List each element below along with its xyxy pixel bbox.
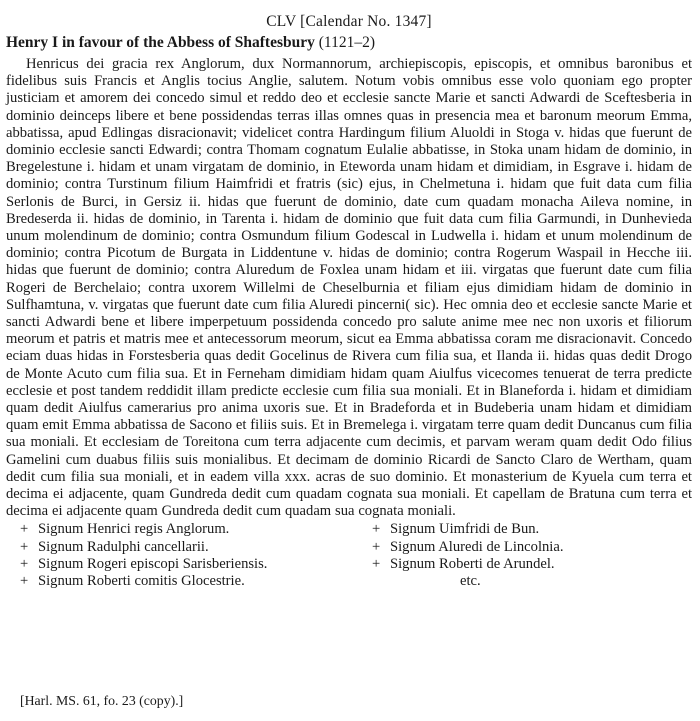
signatory: + Signum Uimfridi de Bun. (372, 521, 540, 538)
signatory: + Signum Roberti comitis Glocestrie. (20, 573, 245, 590)
signatories (6, 521, 692, 607)
cross-icon: + (20, 538, 29, 555)
charter-title: Henry I in favour of the Abbess of Shaftesbury (6, 34, 315, 51)
cross-icon: + (20, 521, 29, 538)
signatories-left (20, 521, 267, 590)
cross-icon: + (20, 555, 29, 572)
signatories-right (372, 521, 563, 590)
cross-icon: + (372, 555, 381, 572)
cross-icon: + (20, 573, 29, 590)
source-reference: [Harl. MS. 61, fo. 23 (copy).] (20, 693, 184, 708)
signatory: + Signum Henrici regis Anglorum. (20, 521, 230, 538)
cross-icon: + (372, 521, 381, 538)
charter-date: (1121–2) (318, 34, 376, 51)
cross-icon: + (372, 538, 381, 555)
etc-note: etc. (460, 573, 481, 590)
charter-body: Henricus dei gracia rex Anglorum, dux Normannorum, archiepiscopis, episcopis, et omnibus baronibus et fidelibus suis Francis et Anglis tocius Anglie, salutem. Notum vobis omnibus esse volo quoniam ego propter justiciam et amorem dei concedo simul et reddo deo et ecclesie sancte Marie et sancti Adwardi de Sceftesberia in dominio deinceps libere et bene possidendas terras illas omnes quas in presencia mea et baronum meorum Emma, abbatissa, apud Edlingas disracionavit; videlicet contra Hardingum filium Aluoldi in Stoga v. hidas que fuerunt de dominio ecclesie sancti Edwardi; contra Thomam cognatum Eulalie abbatisse, in Stoka unam hidam de dominio, in Bregelestune i. hidam et unam virgatam de dominio, in Eteworda unam hidam et dimidiam, in Esgrave i. hidam de dominio; contra Turstinum filium Haimfridi et fratris (sic) ejus, in Chelmetuna i. hidam que fuit data cum filia Serlonis de Burci, in Gersiz ii. hidas que fuerunt de dominio, date cum quadam monacha Aileva nomine, in Bredeserda ii. hidas de dominio, in Tarenta i. hidam de dominio que fuit data cum filia Garmundi, in Dunhevieda unum molendinum de dominio; contra Osmundum filium Godescal in Ludwella i. hidam et unum molendinum de dominio; contra Picotum de Burgata in Liddentune v. hidas de dominio; contra Rogerum Waspail in Hecche iii. hidas que fuerunt de dominio; contra Aluredum de Foxlea unam hidam et iii. virgatas que fuerunt date cum filia Rogeri de Berchelaio; contra uxorem Willelmi de Cheselburnia et filiam ejus dimidiam hidam de dominio in Sulfhamtuna, v. virgatas que fuerunt date cum filia Aluredi pincerni( sic). Hec omnia deo et ecclesie sancte Marie et sancti Adwardi bene et libere imperpetuum possidenda concedo pro salute anime mee nec non uxoris et filiorum meorum et patris et matris mee et antecessorum meorum, sicut ea Emma abbatissa coram me disracionavit. Concedo eciam duas hidas in Forstesberia quas dedit Gocelinus de Rivera cum filia sua, et Ilanda ii. hidas quas dedit Drogo de Monte Acuto cum filia sua. Et in Ferneham dimidiam hidam quam Aiulfus vicecomes tenuerat de terra predicte ecclesie et post tandem reddidit illam predicte ecclesie cum filia sua moniali. Et in Blaneforda i. hidam et dimidiam quam dedit Aiulfus camerarius pro anima uxoris sue. Et in Bradeforda et in Budeberia unam hidam et dimidiam quam emit Emma abbatissa de Sacono et filiis suis. Et in Bremelega i. virgatam terre quam dedit Duncanus cum filia sua moniali. Et ecclesiam de Toreitona cum terra adjacente cum decimis, et parvam weram quam dedit Odo filius Gamelini cum duabus filiis suis monialibus. Et decimam de dominio Ricardi de Sancto Claro de Wertham, quam dedit cum filia sua moniali, et in eadem villa xxx. acras de suo dominio. Et monasterium de Kyuela cum terra et decima ei adjacente, quam Gundreda dedit cum quadam cognata sua moniali. Et capellam de Bratuna cum terra et decima ei adjacente quam Gundreda dedit cum quadam sua cognata moniali. (6, 56, 692, 520)
charter-heading: CLV [Calendar No. 1347] (266, 13, 432, 30)
signatory: + Signum Rogeri episcopi Sarisberiensis. (20, 555, 268, 572)
charter-subheading (6, 33, 692, 52)
signatory: + Signum Aluredi de Lincolnia. (372, 538, 564, 555)
signatory: + Signum Roberti de Arundel. (372, 555, 555, 572)
signatory: + Signum Radulphi cancellarii. (20, 538, 209, 555)
